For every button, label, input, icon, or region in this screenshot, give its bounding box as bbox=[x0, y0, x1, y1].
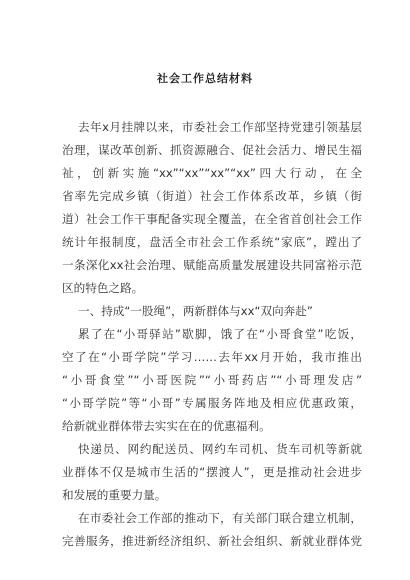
paragraph-line: 一条深化xx社会治理、赋能高质量发展建设共同富裕示范 bbox=[62, 258, 362, 272]
paragraph-line: 道）社会工作干事配备实现全覆盖，在全省首创社会工作 bbox=[62, 212, 362, 226]
paragraph-line: 给新就业群体带去实实在在的优惠福利。 bbox=[62, 419, 271, 433]
paragraph-line: 统计年报制度，盘活全市社会工作系统“家底”，蹚出了 bbox=[62, 235, 362, 249]
paragraph-line: 完善服务，推进新经济组织、新社会组织、新就业群体党 bbox=[62, 534, 362, 548]
paragraph-line: 区的特色之路。 bbox=[62, 281, 144, 295]
paragraph-line: 治理，谋改革创新、抓资源融合、促社会活力、增民生福 bbox=[62, 143, 362, 157]
paragraph-line: 和发展的重要力量。 bbox=[62, 488, 167, 502]
paragraph-line: 业群体不仅是城市生活的“摆渡人”，更是推动社会进步 bbox=[62, 465, 362, 479]
paragraph-line: 省率先完成乡镇（街道）社会工作体系改革，乡镇（街 bbox=[62, 189, 362, 203]
paragraph-line: “小哥食堂”“小哥医院”“小哥药店”“小哥理发店” bbox=[62, 373, 362, 387]
paragraph-line: 在市委社会工作部的推动下，有关部门联合建立机制， bbox=[78, 511, 362, 525]
paragraph-line: 祉，创新实施“xx”“xx”“xx”“xx”四大行动，在全 bbox=[62, 166, 362, 180]
paragraph-line: 累了在“小哥驿站”歇脚，饿了在“小哥食堂”吃饭， bbox=[78, 327, 362, 341]
paragraph-line: “小哥学院”等“小哥”专属服务阵地及相应优惠政策， bbox=[62, 396, 362, 410]
paragraph-line: 快递员、网约配送员、网约车司机、货车司机等新就 bbox=[78, 442, 362, 456]
document-title: 社会工作总结材料 bbox=[157, 72, 253, 85]
paragraph-line: 去年x月挂牌以来，市委社会工作部坚持党建引领基层 bbox=[78, 120, 362, 134]
paragraph-line: 空了在“小哥学院”学习……去年xx月开始，我市推出 bbox=[62, 350, 362, 364]
section-heading: 一、持成“一股绳”，两新群体与xx“双向奔赴” bbox=[78, 304, 313, 318]
